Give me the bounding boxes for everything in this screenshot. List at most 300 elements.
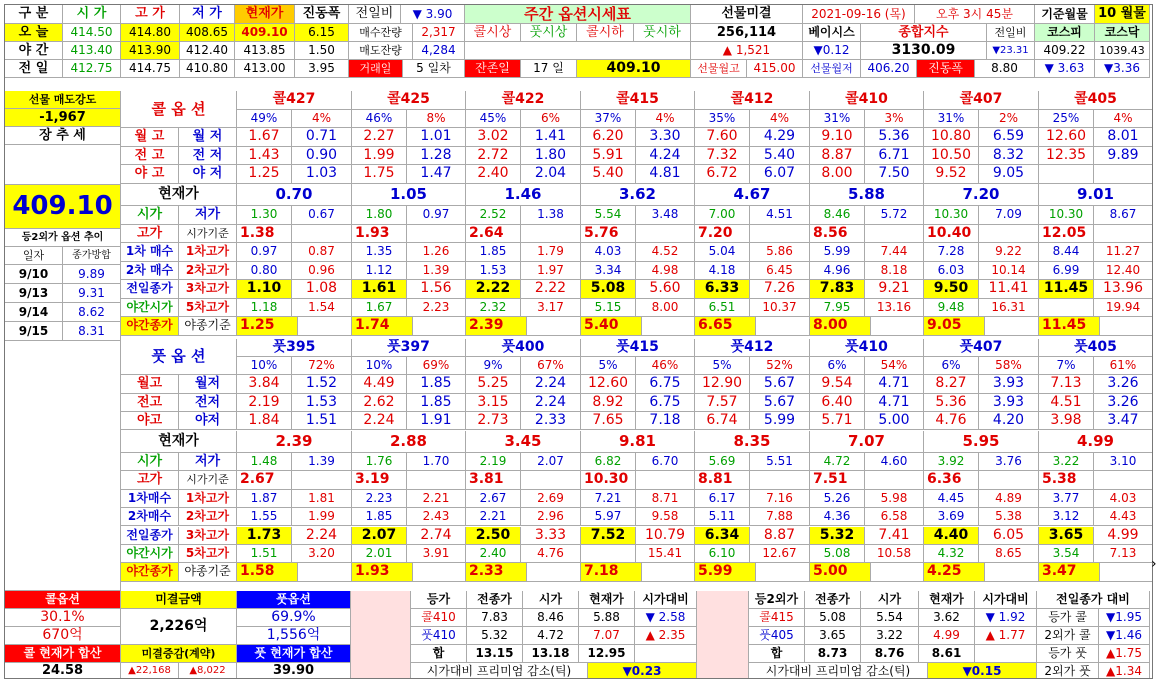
fut-high-label: 선물월고 <box>691 60 747 78</box>
nh-value: 2.04 <box>521 165 581 184</box>
nh-value: 4.76 <box>924 412 979 430</box>
b2-value: 1.97 <box>521 262 581 281</box>
row-label-night: 야 간 <box>5 42 63 60</box>
ph-value: 2.62 <box>352 394 407 412</box>
bottom-gap2 <box>697 591 749 679</box>
summary-cell: 8.46 <box>523 609 579 627</box>
scroll-arrow-icon[interactable]: › <box>1151 556 1157 572</box>
trend-label: 장 추 세 <box>5 127 121 145</box>
index-value: 3130.09 <box>861 42 987 60</box>
fut-low-label: 선물월저 <box>803 60 861 78</box>
pct-call: 4% <box>1094 110 1153 129</box>
left-blank <box>5 341 121 591</box>
b1-value: 4.52 <box>636 243 695 262</box>
prev-close-compare-header: 전일종가 대비 <box>1037 591 1150 609</box>
current-price: 4.99 <box>1039 431 1153 453</box>
ph-value: 7.57 <box>695 394 750 412</box>
no-value: 19.94 <box>1094 299 1153 318</box>
nh-value: 7.50 <box>865 165 924 184</box>
mh-value: 3.93 <box>979 375 1039 393</box>
rowlabel-pc: 전일종가 <box>121 527 179 545</box>
blank <box>1094 225 1153 244</box>
night-close: 8.00 <box>810 317 871 336</box>
blank <box>413 563 466 581</box>
summary-cell: 5.54 <box>861 609 919 627</box>
ph-value: 1.99 <box>352 147 407 166</box>
pc-value: 4.99 <box>1094 527 1153 545</box>
ph-value: 6.71 <box>865 147 924 166</box>
pct-put: 58% <box>979 357 1039 375</box>
summary-cell: 13.15 <box>467 645 523 663</box>
ph-value: 1.80 <box>521 147 581 166</box>
strike-put: 풋407 <box>924 339 1039 357</box>
rowlabel-curr: 현재가 <box>121 431 237 453</box>
strike-call: 콜425 <box>352 91 466 110</box>
rowlabel-t3: 3차고가 <box>179 280 237 299</box>
summary-cell: ▼ 1.92 <box>975 609 1037 627</box>
pct-call: 31% <box>924 110 979 129</box>
b1-value: 1.85 <box>466 243 521 262</box>
mh-value: 8.27 <box>924 375 979 393</box>
fut-oi: 256,114 <box>691 24 803 42</box>
pc-value: 3.65 <box>1039 527 1094 545</box>
open-low-value: 1.48 <box>237 453 292 471</box>
pc-value: 1.73 <box>237 527 292 545</box>
pc-value: 4.40 <box>924 527 979 545</box>
pc-value: 5.32 <box>810 527 865 545</box>
current-price: 2.88 <box>352 431 466 453</box>
nh-value: 1.03 <box>292 165 352 184</box>
fut-oi-change: ▲ 1,521 <box>691 42 803 60</box>
strike-put: 풋397 <box>352 339 466 357</box>
blank <box>527 317 581 336</box>
mh-value: 10.80 <box>924 128 979 147</box>
rowlabel-b1: 1차 매수 <box>121 243 179 262</box>
high-value: 5.76 <box>581 225 636 244</box>
summary-header: 등2외가 <box>749 591 805 609</box>
high-value: 5.38 <box>1039 471 1094 489</box>
b2-value: 1.39 <box>407 262 466 281</box>
open-today: 414.50 <box>63 24 121 42</box>
compare-label: 2외가 콜 <box>1037 627 1099 645</box>
curr-prev: 413.00 <box>235 60 295 78</box>
fut-oi-label: 선물미결 <box>691 5 803 24</box>
put-sum-label: 풋 현재가 합산 <box>237 645 351 663</box>
high-today: 414.80 <box>121 24 180 42</box>
mh-value: 12.90 <box>695 375 750 393</box>
rowlabel-nh: 야고 <box>121 412 179 430</box>
mh-value: 9.54 <box>810 375 865 393</box>
b2-value: 3.69 <box>924 508 979 526</box>
open-prev: 412.75 <box>63 60 121 78</box>
rowlabel-ph: 전 고 <box>121 147 179 166</box>
blank <box>636 471 695 489</box>
ph-value: 0.90 <box>292 147 352 166</box>
current-price: 0.70 <box>237 184 352 207</box>
fut-high: 415.00 <box>747 60 803 78</box>
mh-value: 4.49 <box>352 375 407 393</box>
date-header: 일자 <box>5 247 63 265</box>
pc-value: 1.08 <box>292 280 352 299</box>
nh-value: 2.24 <box>352 412 407 430</box>
open-low-value: 8.67 <box>1094 206 1153 225</box>
summary-cell <box>975 645 1037 663</box>
high-value: 7.20 <box>695 225 750 244</box>
rowlabel-no: 야간시가 <box>121 299 179 318</box>
nh-value: 6.07 <box>750 165 810 184</box>
compare-label: 2외가 풋 <box>1037 663 1099 679</box>
section-title-put: 풋 옵 션 <box>121 339 237 376</box>
premium-change-label: 시가대비 프리미엄 감소(틱) <box>411 663 588 679</box>
no-value: 6.51 <box>695 299 750 318</box>
row-label-prev: 전 일 <box>5 60 63 78</box>
ph-value: 3.26 <box>1094 394 1153 412</box>
blank <box>642 317 695 336</box>
b2-value: 5.11 <box>695 508 750 526</box>
mh-value: 0.71 <box>292 128 352 147</box>
pct-put: 5% <box>581 357 636 375</box>
no-value: 3.20 <box>292 545 352 563</box>
ph-value: 4.71 <box>865 394 924 412</box>
b1-value: 8.44 <box>1039 243 1094 262</box>
summary-cell: 5.88 <box>579 609 635 627</box>
b2-value: 2.21 <box>466 508 521 526</box>
trade-day: 5 일차 <box>403 60 465 78</box>
premium-change-value: ▼0.23 <box>588 663 697 679</box>
b2-value: 4.43 <box>1094 508 1153 526</box>
pct-call: 8% <box>407 110 466 129</box>
no-value: 1.67 <box>352 299 407 318</box>
oi-change-call: ▲22,168 <box>121 663 179 679</box>
remain-price: 409.10 <box>577 60 691 78</box>
pct-put: 5% <box>695 357 750 375</box>
blank-mid <box>465 42 691 60</box>
basis-label: 베이시스 <box>803 24 861 42</box>
summary-cell: 합 <box>749 645 805 663</box>
open-low-value: 10.30 <box>924 206 979 225</box>
summary-cell: 3.22 <box>861 627 919 645</box>
index-prev-label: 전일비 <box>987 24 1035 42</box>
mh-value: 6.20 <box>581 128 636 147</box>
summary-cell: 3.65 <box>805 627 861 645</box>
high-value: 10.30 <box>581 471 636 489</box>
b1-value: 8.71 <box>636 490 695 508</box>
nh-value: 1.84 <box>237 412 292 430</box>
nh-value: 2.33 <box>521 412 581 430</box>
open-low-value: 3.48 <box>636 206 695 225</box>
rowlabel-nl: 야저 <box>179 412 237 430</box>
mh-value: 7.13 <box>1039 375 1094 393</box>
pc-value: 1.61 <box>352 280 407 299</box>
b2-value: 7.88 <box>750 508 810 526</box>
strike-call: 콜412 <box>695 91 810 110</box>
blank <box>636 225 695 244</box>
night-close: 1.25 <box>237 317 298 336</box>
big-price: 409.10 <box>5 185 121 229</box>
col-header-range: 진동폭 <box>295 5 349 24</box>
current-price: 4.67 <box>695 184 810 207</box>
mh-value: 12.60 <box>1039 128 1094 147</box>
summary-cell: ▼ 2.58 <box>635 609 697 627</box>
buy-rem: 2,317 <box>413 24 465 42</box>
pct-put: 6% <box>810 357 865 375</box>
pc-value: 6.34 <box>695 527 750 545</box>
compare-value: ▲1.34 <box>1099 663 1150 679</box>
no-value: 5.15 <box>581 299 636 318</box>
blank <box>527 563 581 581</box>
pct-call: 4% <box>750 110 810 129</box>
rowlabel-t5: 5차고가 <box>179 299 237 318</box>
night-close: 7.18 <box>581 563 642 581</box>
nh-value: 2.40 <box>466 165 521 184</box>
rowlabel-pl: 전저 <box>179 394 237 412</box>
rowlabel-pc: 전일종가 <box>121 280 179 299</box>
pct-put: 72% <box>292 357 352 375</box>
mh-value: 5.25 <box>466 375 521 393</box>
blank <box>407 471 466 489</box>
mh-value: 1.85 <box>407 375 466 393</box>
b2-value: 6.03 <box>924 262 979 281</box>
mh-value: 2.27 <box>352 128 407 147</box>
b1-value: 5.99 <box>810 243 865 262</box>
ph-value: 10.50 <box>924 147 979 166</box>
premium-change-value: ▼0.15 <box>928 663 1037 679</box>
b1-value: 3.77 <box>1039 490 1094 508</box>
ph-value: 5.67 <box>750 394 810 412</box>
high-value: 10.40 <box>924 225 979 244</box>
summary-cell: 풋405 <box>749 627 805 645</box>
high-value: 6.36 <box>924 471 979 489</box>
current-price: 3.62 <box>581 184 695 207</box>
pc-value: 8.87 <box>750 527 810 545</box>
open-low-value: 4.72 <box>810 453 865 471</box>
option-sheet <box>4 4 1153 679</box>
nh-value: 2.73 <box>466 412 521 430</box>
no-value: 4.76 <box>521 545 581 563</box>
time-display: 오후 3시 45분 <box>915 5 1035 24</box>
rowlabel-nc: 야간종가 <box>121 563 179 581</box>
high-night: 413.90 <box>121 42 180 60</box>
pc-value: 9.50 <box>924 280 979 299</box>
rowlabel-low: 저가 <box>179 206 237 225</box>
b2-value: 5.97 <box>581 508 636 526</box>
summary-header: 시가 <box>861 591 919 609</box>
col-header-open: 시 가 <box>63 5 121 24</box>
nh-value: 1.47 <box>407 165 466 184</box>
pct-call: 45% <box>466 110 521 129</box>
day-value: 8.31 <box>63 322 121 341</box>
rowlabel-ml: 월저 <box>179 375 237 393</box>
rowlabel-b1: 1차매수 <box>121 490 179 508</box>
night-close: 9.05 <box>924 317 985 336</box>
rowlabel-nl: 야 저 <box>179 165 237 184</box>
mh-value: 2.24 <box>521 375 581 393</box>
night-close: 5.40 <box>581 317 642 336</box>
pc-value: 7.26 <box>750 280 810 299</box>
day-value: 9.31 <box>63 284 121 303</box>
ph-value: 8.92 <box>581 394 636 412</box>
night-close: 2.33 <box>466 563 527 581</box>
ph-value: 5.36 <box>924 394 979 412</box>
sell-rem: 4,284 <box>413 42 465 60</box>
pc-value: 6.05 <box>979 527 1039 545</box>
summary-cell: 풋410 <box>411 627 467 645</box>
oi-change-label: 미결증감(계약) <box>121 645 237 663</box>
no-value <box>1039 299 1094 318</box>
summary-header: 시가대비 <box>975 591 1037 609</box>
night-close: 1.93 <box>352 563 413 581</box>
nh-value: 1.75 <box>352 165 407 184</box>
pct-put: 7% <box>1039 357 1094 375</box>
b2-value: 1.55 <box>237 508 292 526</box>
rowlabel-t3: 3차고가 <box>179 527 237 545</box>
fut-strength: -1,967 <box>5 109 121 127</box>
ph-value: 6.40 <box>810 394 865 412</box>
b1-value: 7.28 <box>924 243 979 262</box>
mh-value: 9.10 <box>810 128 865 147</box>
b2-value: 1.12 <box>352 262 407 281</box>
b2-value: 2.96 <box>521 508 581 526</box>
ph-value: 3.93 <box>979 394 1039 412</box>
compare-value: ▲1.75 <box>1099 645 1150 663</box>
fut-low: 406.20 <box>861 60 917 78</box>
nh-value: 5.99 <box>750 412 810 430</box>
nh-value: 1.25 <box>237 165 292 184</box>
b1-value: 5.98 <box>865 490 924 508</box>
strike-call: 콜405 <box>1039 91 1153 110</box>
kospi-label: 코스피 <box>1035 24 1095 42</box>
put-amount: 1,556억 <box>237 627 351 645</box>
mh-value: 5.36 <box>865 128 924 147</box>
blank <box>292 471 352 489</box>
night-close: 5.00 <box>810 563 871 581</box>
mh-value: 3.84 <box>237 375 292 393</box>
nh-value: 5.00 <box>865 412 924 430</box>
ph-value: 2.72 <box>466 147 521 166</box>
pct-call: 49% <box>237 110 292 129</box>
range-night: 1.50 <box>295 42 349 60</box>
buy-rem-label: 매수잔량 <box>349 24 413 42</box>
pct-call: 35% <box>695 110 750 129</box>
no-value: 4.32 <box>924 545 979 563</box>
open-low-value: 1.30 <box>237 206 292 225</box>
b1-value: 5.86 <box>750 243 810 262</box>
mh-value: 3.02 <box>466 128 521 147</box>
mh-value: 6.59 <box>979 128 1039 147</box>
call-ratio-label: 콜옵션 <box>5 591 121 609</box>
blank <box>298 563 352 581</box>
rowlabel-t1: 1차고가 <box>179 490 237 508</box>
rowlabel-basis: 시가기준 <box>179 471 237 489</box>
rowlabel-high: 고가 <box>121 471 179 489</box>
rowlabel-t1: 1차고가 <box>179 243 237 262</box>
pc-value: 11.41 <box>979 280 1039 299</box>
ph-value: 1.53 <box>292 394 352 412</box>
rowlabel-nb: 야종기준 <box>179 317 237 336</box>
open-low-value: 3.92 <box>924 453 979 471</box>
blank <box>756 563 810 581</box>
summary-header: 현재가 <box>579 591 635 609</box>
no-value: 1.54 <box>292 299 352 318</box>
b1-value: 2.23 <box>352 490 407 508</box>
blank <box>979 471 1039 489</box>
current-price: 8.35 <box>695 431 810 453</box>
pct-put: 67% <box>521 357 581 375</box>
col-header-low: 저 가 <box>180 5 235 24</box>
strike-put: 풋400 <box>466 339 581 357</box>
remain-label: 잔존일 <box>465 60 521 78</box>
strike-put: 풋410 <box>810 339 924 357</box>
open-low-value: 2.52 <box>466 206 521 225</box>
rowlabel-b2: 2차매수 <box>121 508 179 526</box>
b2-value: 3.12 <box>1039 508 1094 526</box>
open-low-value: 1.70 <box>407 453 466 471</box>
pct-call: 3% <box>865 110 924 129</box>
current-price: 5.88 <box>810 184 924 207</box>
b1-value: 5.26 <box>810 490 865 508</box>
nh-value <box>1094 165 1153 184</box>
b1-value: 1.26 <box>407 243 466 262</box>
open-low-value: 6.70 <box>636 453 695 471</box>
summary-cell: 5.32 <box>467 627 523 645</box>
current-price: 2.39 <box>237 431 352 453</box>
strike-put: 풋395 <box>237 339 352 357</box>
summary-cell: 콜410 <box>411 609 467 627</box>
mh-value: 3.26 <box>1094 375 1153 393</box>
no-value: 7.95 <box>810 299 865 318</box>
no-value <box>581 545 636 563</box>
rowlabel-open: 시가 <box>121 206 179 225</box>
ph-value: 2.19 <box>237 394 292 412</box>
open-low-value: 2.19 <box>466 453 521 471</box>
low-night: 412.40 <box>180 42 235 60</box>
no-value: 12.67 <box>750 545 810 563</box>
night-close: 11.45 <box>1039 317 1100 336</box>
high-value: 1.93 <box>352 225 407 244</box>
ph-value: 7.32 <box>695 147 750 166</box>
summary-cell: 3.62 <box>919 609 975 627</box>
b2-value: 1.85 <box>352 508 407 526</box>
night-close: 6.65 <box>695 317 756 336</box>
b1-value: 2.67 <box>466 490 521 508</box>
blank <box>985 563 1039 581</box>
open-low-value: 1.80 <box>352 206 407 225</box>
nh-value: 9.05 <box>979 165 1039 184</box>
pct-put: 10% <box>237 357 292 375</box>
blank <box>521 225 581 244</box>
strike-call: 콜427 <box>237 91 352 110</box>
summary-header: 전종가 <box>805 591 861 609</box>
open-low-value: 3.22 <box>1039 453 1094 471</box>
ph-value: 9.89 <box>1094 147 1153 166</box>
pc-value: 11.45 <box>1039 280 1094 299</box>
high-value: 12.05 <box>1039 225 1094 244</box>
summary-cell: 콜415 <box>749 609 805 627</box>
nh-value <box>1039 165 1094 184</box>
no-value: 3.17 <box>521 299 581 318</box>
summary-cell: 7.83 <box>467 609 523 627</box>
mh-value: 12.60 <box>581 375 636 393</box>
summary-cell: 8.76 <box>861 645 919 663</box>
row-label-today: 오 늘 <box>5 24 63 42</box>
range-prev: 3.95 <box>295 60 349 78</box>
rowlabel-no: 야간시가 <box>121 545 179 563</box>
pc-value: 2.74 <box>407 527 466 545</box>
open-low-value: 8.46 <box>810 206 865 225</box>
prevdiff-label: 전일비 <box>349 5 401 24</box>
pc-value: 2.22 <box>521 280 581 299</box>
open-low-value: 0.97 <box>407 206 466 225</box>
